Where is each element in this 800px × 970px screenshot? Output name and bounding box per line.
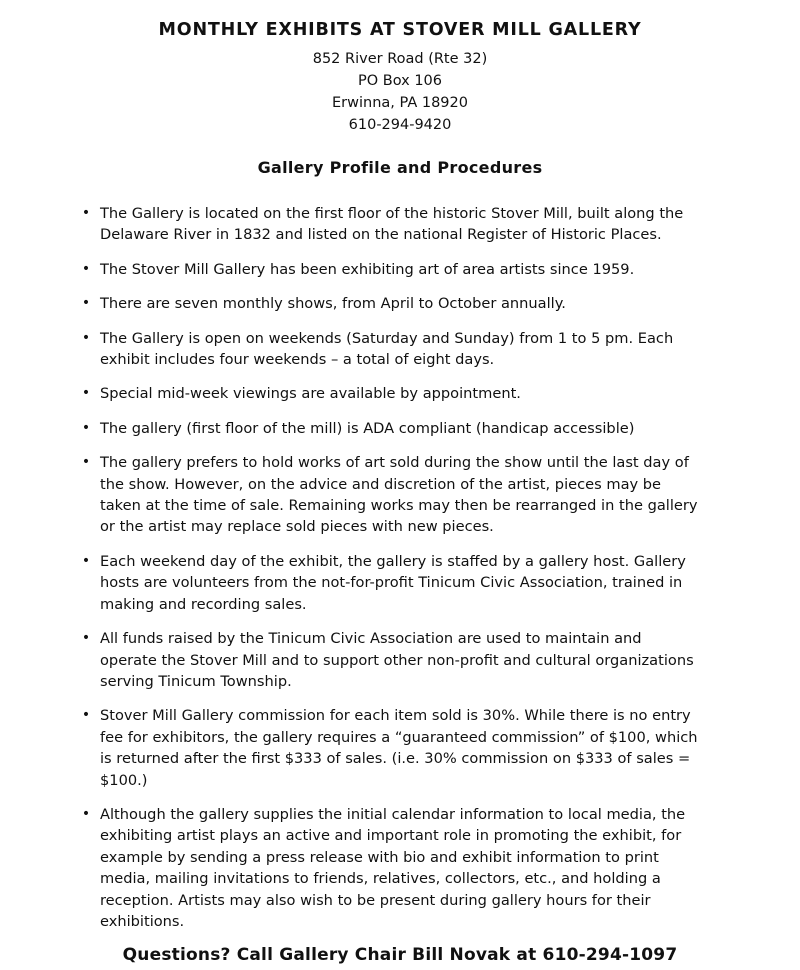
bullet-marker-icon [78, 804, 94, 825]
bullet-item [100, 293, 700, 314]
page-title: MONTHLY EXHIBITS AT STOVER MILL GALLERY [158, 20, 642, 40]
address-line-phone: 610-294-9420 [348, 117, 452, 133]
document-header [0, 0, 800, 136]
address-line-street: 852 River Road (Rte 32) [312, 51, 488, 67]
bullet-marker-icon [78, 452, 94, 473]
bullet-text: The Stover Mill Gallery has been exhibiting art of area artists since 1959. [100, 260, 635, 278]
bullet-marker-icon [78, 259, 94, 280]
footer-contact-line: Questions? Call Gallery Chair Bill Novak at 610-294-1097 [122, 945, 678, 966]
bullet-text: The Gallery is located on the first floor of the historic Stover Mill, built along the Delaware River in 1832 and listed on the national Register of Historic Places. [100, 205, 684, 244]
bullet-item [100, 551, 700, 615]
bullet-item [100, 452, 700, 538]
bullet-item [100, 203, 700, 246]
bullet-text: The Gallery is open on weekends (Saturday and Sunday) from 1 to 5 pm. Each exhibit includes four weekends – a total of eight days. [100, 329, 674, 369]
bullet-item [100, 804, 700, 932]
bullet-marker-icon [78, 203, 94, 224]
bullet-text: All funds raised by the Tinicum Civic Association are used to maintain and operate the Stover Mill and to support other non-profit and cultural organizations serving Tinicum Township. [100, 630, 694, 690]
bullet-marker-icon [78, 383, 94, 404]
bullet-text: Each weekend day of the exhibit, the gallery is staffed by a gallery host. Gallery hosts are volunteers from the not-for-profit Tinicum Civic Association, trained in making and recording sales. [100, 552, 686, 613]
bullet-item [100, 418, 700, 439]
bullet-item [100, 328, 700, 371]
bullet-marker-icon [78, 293, 94, 314]
bullet-item [100, 383, 700, 404]
bullet-text: There are seven monthly shows, from April to October annually. [100, 295, 566, 313]
bullet-item [100, 705, 700, 791]
bullet-marker-icon [78, 328, 94, 349]
bullet-text: The gallery (first floor of the mill) is ADA compliant (handicap accessible) [100, 419, 635, 437]
bullet-text: Although the gallery supplies the initial calendar information to local media, the exhibiting artist plays an active and important role in promoting the exhibit, for example by sending a press release with bio and exhibit information to print media, mailing invitations to friends, relatives, collectors, etc., and holding a reception. Artists may also wish to be present during gallery hours for their exhibitions. [100, 805, 686, 930]
bullet-text: The gallery prefers to hold works of art sold during the show until the last day of the show. However, on the advice and discretion of the artist, pieces may be taken at the time of sale. Remaining works may then be rearranged in the gallery or the artist may replace sold pieces with new pieces. [100, 454, 698, 536]
section-title: Gallery Profile and Procedures [257, 158, 543, 177]
bullet-list [0, 191, 800, 932]
bullet-marker-icon [78, 628, 94, 649]
bullet-marker-icon [78, 551, 94, 572]
address-line-city: Erwinna, PA 18920 [332, 95, 468, 111]
bullet-item [100, 628, 700, 692]
bullet-text: Special mid-week viewings are available by appointment. [100, 385, 521, 403]
bullet-marker-icon [78, 418, 94, 439]
bullet-marker-icon [78, 705, 94, 726]
address-line-pobox: PO Box 106 [357, 73, 442, 89]
bullet-item [100, 259, 700, 280]
bullet-text: Stover Mill Gallery commission for each item sold is 30%. While there is no entry fee for exhibitors, the gallery requires a “guaranteed commission” of $100, which is returned after the first $333 of sales. (i.e. 30% commission on $333 of sales = $100.) [100, 707, 698, 789]
